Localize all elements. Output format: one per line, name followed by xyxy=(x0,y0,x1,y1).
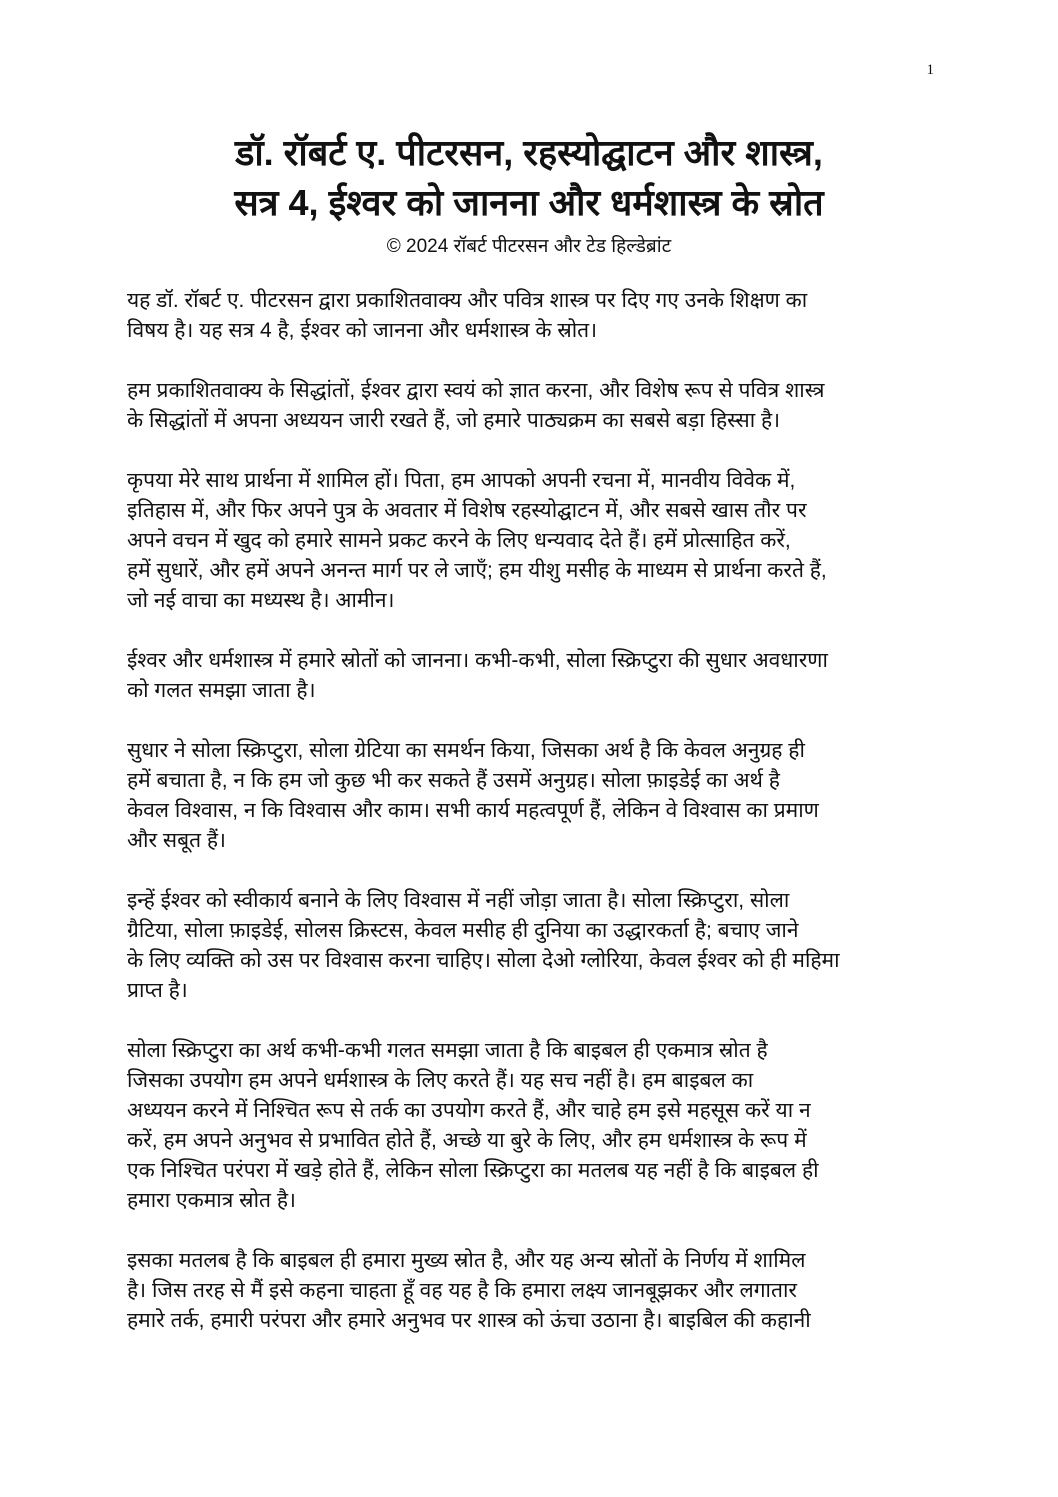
paragraph xyxy=(127,1036,937,1216)
title-line: डॉ. रॉबर्ट ए. पीटरसन, रहस्योद्घाटन और शास्त्र, xyxy=(235,132,823,173)
text-line: सुधार ने सोला स्क्रिप्टुरा, सोला ग्रेटिया का समर्थन किया, जिसका अर्थ है कि केवल अनुग्रह ही xyxy=(127,739,805,762)
text-line: ईश्वर और धर्मशास्त्र में हमारे स्रोतों को जानना। कभी-कभी, सोला स्क्रिप्टुरा की सुधार अवधारणा xyxy=(127,649,828,672)
text-line: और सबूत हैं। xyxy=(127,829,227,852)
text-line: इसका मतलब है कि बाइबल ही हमारा मुख्य स्रोत है, और यह अन्य स्रोतों के निर्णय में शामिल xyxy=(127,1249,806,1272)
paragraph xyxy=(127,1246,937,1336)
paragraph xyxy=(127,466,937,616)
text-line: के लिए व्यक्ति को उस पर विश्वास करना चाहिए। सोला देओ ग्लोरिया, केवल ईश्वर को ही महिमा xyxy=(127,949,840,972)
text-line: कृपया मेरे साथ प्रार्थना में शामिल हों। पिता, हम आपको अपनी रचना में, मानवीय विवेक में, xyxy=(127,469,796,492)
text-line: इन्हें ईश्वर को स्वीकार्य बनाने के लिए विश्वास में नहीं जोड़ा जाता है। सोला स्क्रिप्टुरा, सोला xyxy=(127,889,790,912)
text-line: है। जिस तरह से मैं इसे कहना चाहता हूँ वह यह है कि हमारा लक्ष्य जानबूझकर और लगातार xyxy=(127,1279,797,1302)
text-line: विषय है। यह सत्र 4 है, ईश्वर को जानना और धर्मशास्त्र के स्रोत। xyxy=(127,319,598,342)
text-line: जिसका उपयोग हम अपने धर्मशास्त्र के लिए करते हैं। यह सच नहीं है। हम बाइबल का xyxy=(127,1069,754,1092)
document-title xyxy=(0,128,1058,228)
text-line: के सिद्धांतों में अपना अध्ययन जारी रखते हैं, जो हमारे पाठ्यक्रम का सबसे बड़ा हिस्सा है। xyxy=(127,409,781,432)
text-line: इतिहास में, और फिर अपने पुत्र के अवतार में विशेष रहस्योद्घाटन में, और सबसे खास तौर पर xyxy=(127,499,807,522)
page-number: 1 xyxy=(926,62,934,78)
text-line: हमारा एकमात्र स्रोत है। xyxy=(127,1189,296,1212)
title-line: सत्र 4, ईश्वर को जानना और धर्मशास्त्र के स्रोत xyxy=(234,182,824,223)
text-line: एक निश्चित परंपरा में खड़े होते हैं, लेकिन सोला स्क्रिप्टुरा का मतलब यह नहीं है कि बाइबल ही xyxy=(127,1159,819,1182)
text-line: प्राप्त है। xyxy=(127,979,188,1002)
text-line: करें, हम अपने अनुभव से प्रभावित होते हैं, अच्छे या बुरे के लिए, और हम धर्मशास्त्र के रूप में xyxy=(127,1129,807,1152)
copyright-notice: © 2024 रॉबर्ट पीटरसन और टेड हिल्डेब्रांट xyxy=(386,236,672,257)
text-line: जो नई वाचा का मध्यस्थ है। आमीन। xyxy=(127,589,395,612)
text-line: अपने वचन में खुद को हमारे सामने प्रकट करने के लिए धन्यवाद देते हैं। हमें प्रोत्साहित करें, xyxy=(127,529,791,552)
paragraph xyxy=(127,736,937,856)
text-line: यह डॉ. रॉबर्ट ए. पीटरसन द्वारा प्रकाशितवाक्य और पवित्र शास्त्र पर दिए गए उनके शिक्षण का xyxy=(127,289,808,312)
paragraph xyxy=(127,376,937,436)
text-line: हमें सुधारें, और हमें अपने अनन्त मार्ग पर ले जाएँ; हम यीशु मसीह के माध्यम से प्रार्थना करते हैं, xyxy=(127,559,827,582)
text-line: हमें बचाता है, न कि हम जो कुछ भी कर सकते हैं उसमें अनुग्रह। सोला फ़ाइडेई का अर्थ है xyxy=(127,769,780,792)
paragraph xyxy=(127,886,937,1006)
text-line: अध्ययन करने में निश्चित रूप से तर्क का उपयोग करते हैं, और चाहे हम इसे महसूस करें या न xyxy=(127,1099,811,1122)
text-line: हम प्रकाशितवाक्य के सिद्धांतों, ईश्वर द्वारा स्वयं को ज्ञात करना, और विशेष रूप से पवित्र शास्त्र xyxy=(127,379,825,402)
paragraph xyxy=(127,286,937,346)
paragraph xyxy=(127,646,937,706)
document-body xyxy=(127,286,937,1366)
text-line: केवल विश्वास, न कि विश्वास और काम। सभी कार्य महत्वपूर्ण हैं, लेकिन वे विश्वास का प्रमाण xyxy=(127,799,819,822)
text-line: को गलत समझा जाता है। xyxy=(127,679,316,702)
text-line: हमारे तर्क, हमारी परंपरा और हमारे अनुभव पर शास्त्र को ऊंचा उठाना है। बाइबिल की कहानी xyxy=(127,1309,811,1332)
text-line: ग्रैटिया, सोला फ़ाइडेई, सोलस क्रिस्टस, केवल मसीह ही दुनिया का उद्धारकर्ता है; बचाए जाने xyxy=(127,919,799,942)
text-line: सोला स्क्रिप्टुरा का अर्थ कभी-कभी गलत समझा जाता है कि बाइबल ही एकमात्र स्रोत है xyxy=(127,1039,768,1062)
